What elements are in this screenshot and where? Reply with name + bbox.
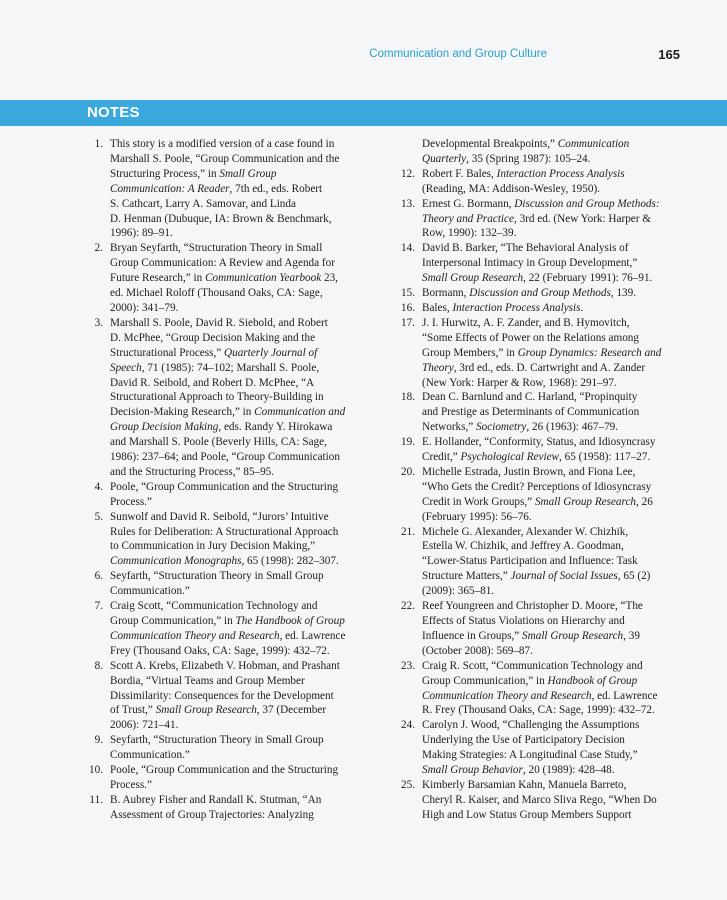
note-text: E. Hollander, “Conformity, Status, and Idiosyncrasy Credit,” Psychological Review, 65 (1958): 117–27. — [422, 436, 656, 464]
note-number: 1. — [94, 138, 103, 150]
note-number: 14. — [401, 242, 415, 255]
note-number: 18. — [401, 391, 415, 404]
note-number: 22. — [401, 600, 415, 613]
note-text: B. Aubrey Fisher and Randall K. Stutman, “An Assessment of Group Trajectories: Analyzing — [110, 793, 322, 821]
note-continuation: Developmental Breakpoints,” Communication Quarterly, 35 (Spring 1987): 105–24. — [422, 138, 630, 165]
note-item — [82, 659, 366, 734]
note-item — [82, 763, 366, 793]
notes-right-column — [394, 137, 684, 823]
note-text: Kimberly Barsamian Kahn, Manuela Barreto, Cheryl R. Kaiser, and Marco Sliva Rego, “When Do High and Low Status Group Members Support — [422, 778, 657, 821]
note-number: 5. — [94, 510, 103, 523]
note-text: Scott A. Krebs, Elizabeth V. Hobman, and Prashant Bordia, “Virtual Teams and Group Member Dissimilarity: Consequences for the Development of Trust,” Small Group Research, 37 (December 2006): 721–41. — [110, 659, 340, 732]
notes-section-band — [0, 100, 727, 126]
note-item — [394, 435, 684, 465]
note-text: Reef Youngreen and Christopher D. Moore, “The Effects of Status Violations on Hierarchy and Influence in Groups,” Small Group Research, 39 (October 2008): 569–87. — [422, 600, 643, 657]
note-number: 3. — [94, 316, 103, 329]
note-text: Craig R. Scott, “Communication Technology and Group Communication,” in Handbook of Group Communication Theory and Research, ed. Lawrence R. Frey (Thousand Oaks, CA: Sage, 1999): 432–72. — [422, 659, 658, 717]
page-number: 165 — [658, 47, 680, 62]
note-number: 23. — [401, 659, 415, 672]
note-item — [394, 286, 684, 301]
note-text: Bryan Seyfarth, “Structuration Theory in Small Group Communication: A Review and Agenda for Future Research,” in Communication Yearbook 23, ed. Michael Roloff (Thousand Oaks, CA: Sage, 2000): 341–79. — [110, 242, 338, 314]
note-item — [394, 197, 684, 242]
note-number: 8. — [94, 659, 103, 672]
note-text: Seyfarth, “Structuration Theory in Small Group Communication.” — [110, 570, 324, 598]
note-number: 10. — [89, 764, 103, 777]
note-item — [82, 241, 366, 316]
note-item — [394, 465, 684, 525]
note-text: Carolyn J. Wood, “Challenging the Assumptions Underlying the Use of Participatory Decision Making Strategies: A Longitudinal Case Study,” Small Group Behavior, 20 (1989): 428–48. — [422, 719, 640, 777]
note-number: 6. — [94, 570, 103, 583]
note-text: Bormann, Discussion and Group Methods, 139. — [422, 287, 637, 300]
note-number: 25. — [401, 778, 415, 791]
note-number: 19. — [401, 436, 415, 449]
note-number: 21. — [401, 525, 415, 538]
note-text: Craig Scott, “Communication Technology and Group Communication,” in The Handbook of Group Communication Theory and Research, ed. Lawrence Frey (Thousand Oaks, CA: Sage, 1999): 432–72. — [110, 600, 346, 657]
note-text: Michele G. Alexander, Alexander W. Chizhik, Estella W. Chizhik, and Jeffrey A. Goodman, “Lower-Status Participation and Influence: Task Structure Matters,” Journal of Social Issues, 65 (2) (2009): 365–81. — [422, 525, 651, 598]
note-item — [394, 301, 684, 316]
note-item — [82, 137, 366, 241]
note-item — [82, 733, 366, 763]
note-item — [394, 525, 684, 600]
note-text: This story is a modified version of a case found in Marshall S. Poole, “Group Communication and the Structuring Process,” in Small Group Communication: A Reader, 7th ed., eds. Robert S. Cathcart, Larry A. Samovar, and Linda D. Henman (Dubuque, IA: Brown & Benchmark, 1996): 89–91. — [110, 138, 340, 240]
note-number: 13. — [401, 197, 415, 210]
note-item — [394, 718, 684, 778]
note-text: Michelle Estrada, Justin Brown, and Fiona Lee, “Who Gets the Credit? Perceptions of Idiosyncrasy Credit in Work Groups,” Small Group Research, 26 (February 1995): 56–76. — [422, 465, 653, 523]
note-number: 15. — [401, 287, 415, 300]
note-number: 7. — [94, 600, 103, 613]
note-number: 9. — [94, 734, 103, 747]
note-item — [394, 167, 684, 197]
note-item — [394, 390, 684, 435]
notes-heading: NOTES — [87, 104, 140, 121]
note-text: Marshall S. Poole, David R. Siebold, and Robert D. McPhee, “Group Decision Making and the Structurational Process,” Quarterly Journal of Speech, 71 (1985): 74–102; Marshall S. Poole, David R. Seibold, and Robert D. McPhee, “A Structurational Approach to Theory-Building in Decision-Making Research,” in Communication and Group Decision Making, eds. Randy Y. Hirokawa and Marshall S. Poole (Beverly Hills, CA: Sage, 1986): 237–64; and Poole, “Group Communication and the Structuring Process,” 85–95. — [110, 316, 346, 478]
running-title: Communication and Group Culture — [369, 48, 547, 60]
note-number: 24. — [401, 719, 415, 732]
note-text: David B. Barker, “The Behavioral Analysis of Interpersonal Intimacy in Group Development,” Small Group Research, 22 (February 1991): 76–91. — [422, 242, 653, 285]
running-head — [0, 46, 727, 66]
note-text: Dean C. Barnlund and C. Harland, “Propinquity and Prestige as Determinants of Communication Networks,” Sociometry, 26 (1963): 467–79. — [422, 391, 640, 434]
note-item — [82, 599, 366, 659]
note-item — [394, 599, 684, 659]
note-item — [82, 316, 366, 480]
note-item — [394, 659, 684, 719]
note-number: 17. — [401, 316, 415, 329]
note-number: 20. — [401, 465, 415, 478]
note-number: 12. — [401, 167, 415, 180]
note-item — [82, 510, 366, 570]
note-item — [82, 480, 366, 510]
note-text: Poole, “Group Communication and the Structuring Process.” — [110, 480, 339, 508]
note-number: 4. — [94, 480, 103, 493]
note-item — [394, 778, 684, 823]
note-item — [394, 241, 684, 286]
note-number: 16. — [401, 301, 415, 314]
note-item — [82, 793, 366, 823]
note-text: Robert F. Bales, Interaction Process Analysis (Reading, MA: Addison-Wesley, 1950). — [422, 167, 625, 195]
note-text: Sunwolf and David R. Seibold, “Jurors’ Intuitive Rules for Deliberation: A Structurational Approach to Communication in Jury Decision Making,” Communication Monographs, 65 (1998): 282–307. — [110, 510, 339, 568]
note-text: Bales, Interaction Process Analysis. — [422, 301, 584, 314]
note-item — [82, 569, 366, 599]
note-text: Poole, “Group Communication and the Structuring Process.” — [110, 764, 339, 791]
note-text: Seyfarth, “Structuration Theory in Small Group Communication.” — [110, 734, 324, 762]
note-text: J. I. Hurwitz, A. F. Zander, and B. Hymovitch, “Some Effects of Power on the Relations among Group Members,” in Group Dynamics: Research and Theory, 3rd ed., eds. D. Cartwright and A. Zander (New York: Harper & Row, 1968): 291–97. — [422, 316, 662, 389]
notes-left-column — [82, 137, 366, 823]
note-text: Ernest G. Bormann, Discussion and Group Methods: Theory and Practice, 3rd ed. (New York: Harper & Row, 1990): 132–39. — [422, 197, 660, 240]
note-number: 11. — [89, 793, 103, 806]
note-number: 2. — [94, 242, 103, 255]
note-item — [394, 316, 684, 391]
